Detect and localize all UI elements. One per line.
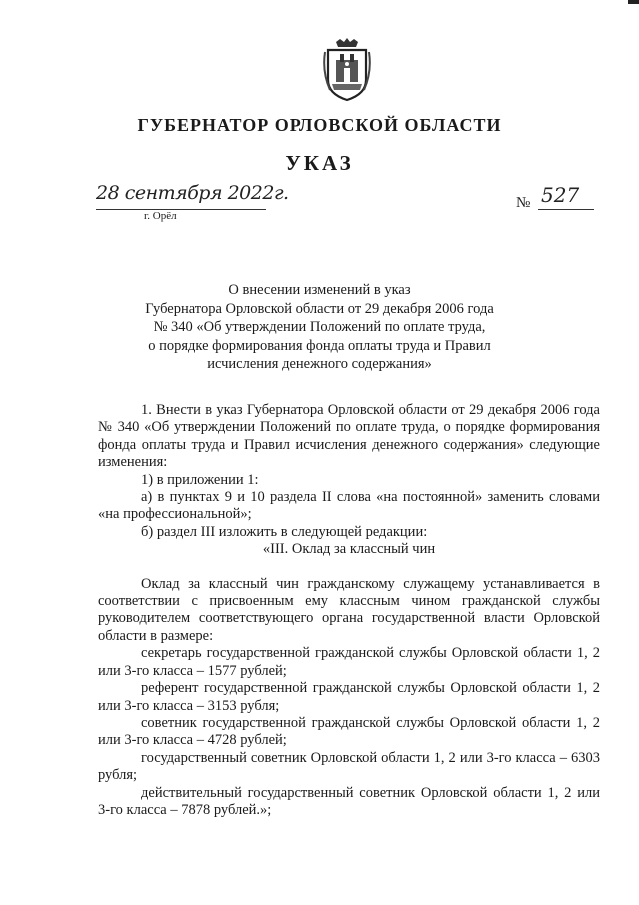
rank-state-advisor: государственный советник Орловской области 1, 2 или 3-го класса – 6303 рубля;	[98, 749, 600, 784]
paragraph-subitem-b: б) раздел III изложить в следующей редакции:	[141, 523, 428, 540]
rank-referent: референт государственной гражданской службы Орловской области 1, 2 или 3-го класса – 3153 рубля;	[98, 680, 600, 714]
paragraph-item-1: 1. Внести в указ Губернатора Орловской области от 29 декабря 2006 года № 340 «Об утверждении Положений по оплате труда, о порядке формирования фонда оплаты труда и Правил исчисления денежного содержания» следующие изменения:	[98, 402, 600, 471]
title-line: о порядке формирования фонда оплаты труда и Правил	[148, 337, 491, 354]
paragraph-gap	[98, 559, 600, 576]
title-line: исчисления денежного содержания»	[207, 356, 432, 373]
document-type: УКАЗ	[285, 151, 354, 175]
rank-secretary: секретарь государственной гражданской службы Орловской области 1, 2 или 3-го класса – 1577 рублей;	[98, 645, 600, 679]
title-line: Губернатора Орловской области от 29 декабря 2006 года	[145, 300, 494, 317]
document-body	[98, 402, 600, 819]
title-line: О внесении изменений в указ	[228, 282, 411, 298]
place-of-issue: г. Орёл	[144, 210, 177, 222]
number-sign: №	[516, 195, 531, 211]
paragraph-subitem-1: 1) в приложении 1:	[141, 471, 259, 488]
handwritten-number: 527	[541, 183, 580, 207]
coat-of-arms-icon	[322, 38, 372, 102]
rank-advisor: советник государственной гражданской службы Орловской области 1, 2 или 3-го класса – 4728 рублей;	[98, 714, 600, 749]
paragraph-salary-intro: Оклад за классный чин гражданскому служащему устанавливается в соответствии с присвоенным ему классным чином гражданской службы руководителем соответствующего органа государственной власти Орловской области в размере:	[98, 575, 600, 644]
number-underline	[538, 209, 594, 210]
paragraph-subitem-a: а) в пунктах 9 и 10 раздела II слова «на постоянной» заменить словами «на профессиональной»;	[98, 489, 600, 523]
date-underline	[96, 209, 266, 210]
section-heading: «III. Оклад за классный чин	[262, 541, 436, 558]
scan-corner-mark	[628, 0, 639, 4]
rank-actual-state-advisor: действительный государственный советник Орловской области 1, 2 или 3-го класса – 7878 рублей.»;	[98, 784, 600, 818]
document-title	[0, 281, 639, 374]
title-line: № 340 «Об утверждении Положений по оплате труда,	[153, 319, 486, 336]
handwritten-date: 28 сентября 2022г.	[96, 182, 289, 204]
issuing-authority: ГУБЕРНАТОР ОРЛОВСКОЙ ОБЛАСТИ	[137, 115, 502, 135]
